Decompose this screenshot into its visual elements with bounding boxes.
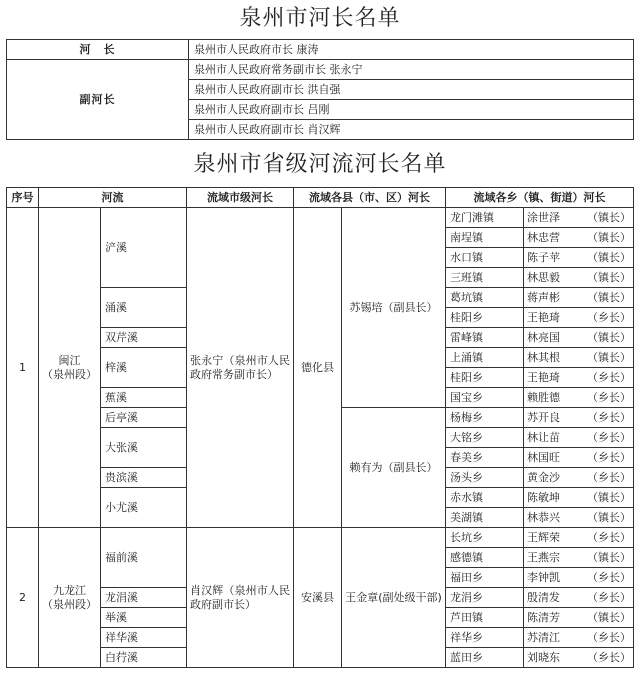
river-chief-table (6, 39, 634, 140)
town-chief-name: 殷清发 (527, 590, 560, 604)
tributary: 大张溪 (101, 428, 187, 468)
town-name: 芦田镇 (446, 608, 524, 628)
town-chief-name: 陈清芳 (527, 610, 560, 624)
town-name: 蓝田乡 (446, 648, 524, 668)
town-chief-cell (524, 588, 634, 608)
tributary: 贵滨溪 (101, 468, 187, 488)
town-name: 福田乡 (446, 568, 524, 588)
town-chief-cell (524, 248, 634, 268)
river-name-cell (39, 528, 101, 668)
town-chief-name: 刘晓东 (527, 650, 560, 664)
town-chief-name: 蒋声彬 (527, 290, 560, 304)
town-chief-name: 林其根 (527, 350, 560, 364)
town-chief-cell (524, 548, 634, 568)
town-chief-name: 林忠营 (527, 230, 560, 244)
town-chief-role: （乡长） (587, 570, 631, 584)
town-chief-cell (524, 488, 634, 508)
town-chief-role: （镇长） (587, 250, 631, 264)
town-chief-cell (524, 368, 634, 388)
town-chief-name: 陈子苹 (527, 250, 560, 264)
town-name: 葛坑镇 (446, 288, 524, 308)
town-chief-cell (524, 288, 634, 308)
town-name: 南埕镇 (446, 228, 524, 248)
deputy-value: 泉州市人民政府副市长 吕刚 (189, 100, 634, 120)
town-name: 祥华乡 (446, 628, 524, 648)
town-chief-role: （乡长） (587, 450, 631, 464)
provincial-river-chief-table (6, 187, 634, 668)
town-name: 雷峰镇 (446, 328, 524, 348)
tributary: 梓溪 (101, 348, 187, 388)
town-chief-cell (524, 628, 634, 648)
deputy-value: 泉州市人民政府副市长 洪自强 (189, 80, 634, 100)
tributary: 蕉溪 (101, 388, 187, 408)
table-row (7, 60, 634, 80)
city-chief: 肖汉辉（泉州市人民政府副市长） (187, 528, 294, 668)
town-chief-role: （镇长） (587, 350, 631, 364)
town-chief-role: （乡长） (587, 410, 631, 424)
tributary: 双芹溪 (101, 328, 187, 348)
town-chief-role: （镇长） (587, 510, 631, 524)
tributary: 小尤溪 (101, 488, 187, 528)
town-chief-cell (524, 608, 634, 628)
header-town: 流域各乡（镇、街道）河长 (446, 188, 634, 208)
town-chief-role: （镇长） (587, 210, 631, 224)
town-chief-name: 黄金沙 (527, 470, 560, 484)
table-row (7, 528, 634, 548)
town-chief-name: 涂世泽 (527, 210, 560, 224)
town-name: 水口镇 (446, 248, 524, 268)
tributary: 涌溪 (101, 288, 187, 328)
town-chief-cell (524, 508, 634, 528)
town-name: 三班镇 (446, 268, 524, 288)
town-chief-cell (524, 408, 634, 428)
town-name: 赤水镇 (446, 488, 524, 508)
town-chief-name: 王燕宗 (527, 550, 560, 564)
town-chief-name: 陈敏坤 (527, 490, 560, 504)
town-chief-role: （镇长） (587, 290, 631, 304)
town-name: 长坑乡 (446, 528, 524, 548)
section-title: 泉州市省级河流河长名单 (193, 152, 447, 177)
row-number: 1 (7, 208, 39, 528)
town-chief-name: 林国旺 (527, 450, 560, 464)
tributary: 白荇溪 (101, 648, 187, 668)
town-chief-name: 林恭兴 (527, 510, 560, 524)
header-county: 流域各县（市、区）河长 (294, 188, 446, 208)
city-chief: 张永宁（泉州市人民政府常务副市长） (187, 208, 294, 528)
deputy-value: 泉州市人民政府常务副市长 张永宁 (189, 60, 634, 80)
town-name: 汤头乡 (446, 468, 524, 488)
town-chief-role: （乡长） (587, 310, 631, 324)
town-name: 龙涓乡 (446, 588, 524, 608)
tributary: 龙涓溪 (101, 588, 187, 608)
tributary: 举溪 (101, 608, 187, 628)
town-chief-name: 王辉荣 (527, 530, 560, 544)
town-name: 杨梅乡 (446, 408, 524, 428)
town-name: 美湖镇 (446, 508, 524, 528)
town-chief-role: （乡长） (587, 430, 631, 444)
town-chief-cell (524, 268, 634, 288)
row-number: 2 (7, 528, 39, 668)
town-name: 桂阳乡 (446, 368, 524, 388)
town-chief-cell (524, 308, 634, 328)
town-chief-cell (524, 528, 634, 548)
table-row (7, 40, 634, 60)
river-sub: （泉州段） (42, 367, 97, 381)
town-name: 国宝乡 (446, 388, 524, 408)
town-chief-role: （乡长） (587, 370, 631, 384)
town-chief-name: 王艳琦 (527, 370, 560, 384)
deputy-value: 泉州市人民政府副市长 肖汉辉 (189, 120, 634, 140)
town-chief-role: （镇长） (587, 270, 631, 284)
town-chief-name: 苏清江 (527, 630, 560, 644)
town-chief-role: （镇长） (587, 230, 631, 244)
river-name: 闽江 (58, 353, 81, 367)
town-name: 上涌镇 (446, 348, 524, 368)
tributary: 祥华溪 (101, 628, 187, 648)
town-name: 感德镇 (446, 548, 524, 568)
header-row (7, 188, 634, 208)
town-chief-cell (524, 428, 634, 448)
tributary: 后亭溪 (101, 408, 187, 428)
town-chief-role: （乡长） (587, 470, 631, 484)
town-chief-role: （镇长） (587, 610, 631, 624)
deputy-label: 副河长 (7, 60, 189, 140)
header-no: 序号 (7, 188, 39, 208)
town-chief-cell (524, 468, 634, 488)
town-chief-role: （镇长） (587, 550, 631, 564)
tributary: 福前溪 (101, 528, 187, 588)
town-chief-name: 赖胜德 (527, 390, 560, 404)
county-chief: 王金章(副处级干部) (342, 528, 446, 668)
chief-label: 河 长 (7, 40, 189, 60)
town-chief-name: 李钟凯 (527, 570, 560, 584)
header-river: 河流 (39, 188, 187, 208)
town-chief-name: 林亮国 (527, 330, 560, 344)
river-name-cell (39, 208, 101, 528)
header-city: 流域市级河长 (187, 188, 294, 208)
town-name: 龙门滩镇 (446, 208, 524, 228)
town-chief-cell (524, 648, 634, 668)
chief-value: 泉州市人民政府市长 康涛 (189, 40, 634, 60)
town-chief-role: （乡长） (587, 630, 631, 644)
town-chief-cell (524, 208, 634, 228)
tributary: 浐溪 (101, 208, 187, 288)
table-row (7, 208, 634, 228)
county-name: 德化县 (294, 208, 342, 528)
town-chief-cell (524, 348, 634, 368)
town-chief-role: （乡长） (587, 390, 631, 404)
town-chief-role: （乡长） (587, 650, 631, 664)
town-chief-name: 王艳琦 (527, 310, 560, 324)
town-chief-name: 林让苗 (527, 430, 560, 444)
town-chief-cell (524, 228, 634, 248)
town-chief-role: （镇长） (587, 330, 631, 344)
county-chief: 苏锡培（副县长） (342, 208, 446, 408)
county-name: 安溪县 (294, 528, 342, 668)
town-chief-role: （乡长） (587, 530, 631, 544)
page-title: 泉州市河长名单 (239, 6, 401, 31)
town-chief-cell (524, 328, 634, 348)
river-sub: （泉州段） (42, 597, 97, 611)
town-chief-cell (524, 568, 634, 588)
town-name: 大铭乡 (446, 428, 524, 448)
county-chief: 赖有为（副县长） (342, 408, 446, 528)
town-chief-name: 林思毅 (527, 270, 560, 284)
town-name: 春美乡 (446, 448, 524, 468)
town-chief-role: （乡长） (587, 590, 631, 604)
river-name: 九龙江 (53, 583, 86, 597)
town-name: 桂阳乡 (446, 308, 524, 328)
town-chief-name: 苏开良 (527, 410, 560, 424)
town-chief-cell (524, 448, 634, 468)
town-chief-role: （镇长） (587, 490, 631, 504)
town-chief-cell (524, 388, 634, 408)
